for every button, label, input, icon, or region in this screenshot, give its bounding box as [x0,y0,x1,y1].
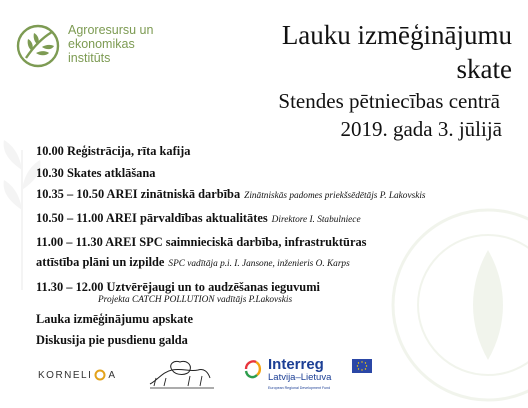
background-seal-watermark [388,205,528,405]
agenda-item-text: 10.50 – 11.00 AREI pārvaldības aktualitātes [36,211,268,225]
agenda-item-text: Diskusija pie pusdienu galda [36,333,188,347]
interreg-region: Latvija–Lietuva [268,372,332,383]
kornelija-logo-text: KORNELI [38,369,93,381]
interreg-fund: European Regional Development Fund [268,386,331,390]
institute-name [68,23,153,65]
kornelija-logo [38,369,117,381]
agenda-item-economic-activity-cont [36,254,350,272]
institute-name-line1: Agroresursu un [68,23,154,37]
agenda-item-text: 10.00 Reģistrācija, rīta kafija [36,144,191,158]
page-title-line1: Lauku izmēģinājumu [281,20,512,50]
kornelija-logo-text-end: A [108,369,117,381]
sheep-sketch-icon [148,358,216,392]
agenda-item-lunch-discussion [36,332,188,348]
agenda-item-speaker: Direktore I. Stabulniece [271,215,361,225]
wheat-leaf-icon [16,24,60,68]
agenda-item-management-news [36,210,361,228]
interreg-wordmark: Interreg [268,356,324,373]
agenda-item-field-tour [36,311,193,327]
location-subtitle: Stendes pētniecības centrā [278,89,500,113]
agenda-item-text: attīstība plāni un izpilde [36,255,165,269]
agenda-item-catch-crops [36,279,320,295]
institute-logo [16,22,184,72]
date-subtitle: 2019. gada 3. jūlijā [340,117,502,141]
interreg-swirl-icon [242,358,264,380]
eu-flag-icon [352,359,372,373]
agenda-item-speaker: Projekta CATCH POLLUTION vadītājs P.Lakovskis [98,295,293,305]
agenda-item-text: 11.00 – 11.30 AREI SPC saimnieciskā darbība, infrastruktūras [36,235,367,249]
agenda-item-opening [36,165,155,181]
agenda-item-registration [36,143,191,159]
agenda-item-economic-activity [36,234,366,250]
agenda-item-scientific-activity [36,186,426,204]
institute-name-line2: ekonomikas [68,37,135,51]
agenda-item-text: Lauka izmēģinājumu apskate [36,312,193,326]
agenda-item-text: 10.30 Skates atklāšana [36,166,156,180]
agenda-item-speaker: Zinātniskās padomes priekšsēdētājs P. Lakovskis [244,191,426,201]
page-title-line2: skate [456,54,512,84]
agenda-item-text: 10.35 – 10.50 AREI zinātniskā darbība [36,187,241,201]
institute-name-line3: institūts [68,51,111,65]
kornelija-flower-icon [94,369,106,381]
agenda-item-speaker: SPC vadītāja p.i. I. Jansone, inženieris O. Karps [168,259,350,269]
agenda-item-text: 11.30 – 12.00 Uztvērējaugi un to audzēšanas ieguvumi [36,280,320,294]
